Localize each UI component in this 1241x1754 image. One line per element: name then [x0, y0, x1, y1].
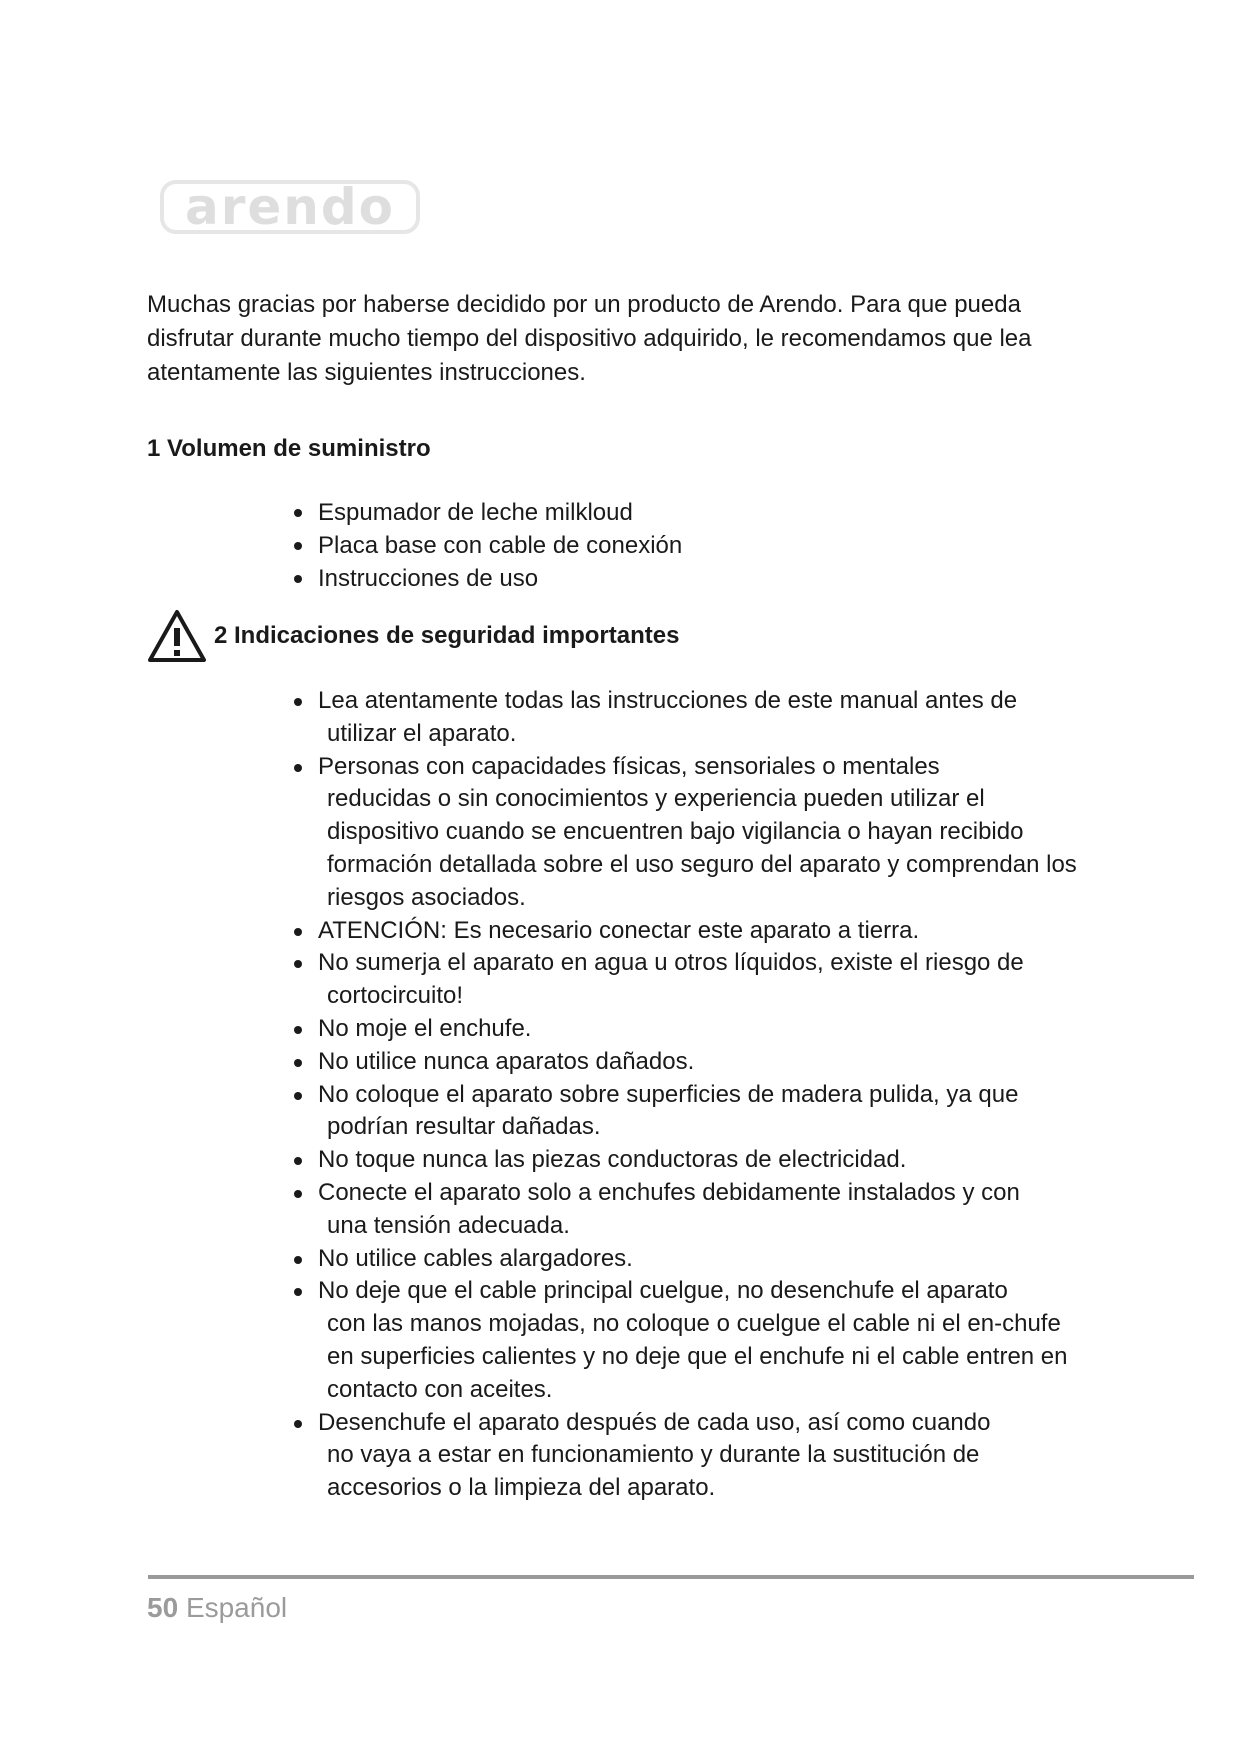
- warning-triangle-icon: [146, 608, 208, 664]
- footer-divider: [148, 1575, 1194, 1579]
- list-item: No coloque el aparato sobre superficies de madera pulida, ya que podrían resultar dañadas.: [290, 1079, 1080, 1145]
- brand-logo: [160, 178, 422, 238]
- list-item: No toque nunca las piezas conductoras de electricidad.: [290, 1144, 1080, 1177]
- list-item: No moje el enchufe.: [290, 1013, 1080, 1046]
- list-item: Lea atentamente todas las instrucciones de este manual antes de utilizar el aparato.: [290, 685, 1080, 751]
- section-heading-safety-row: [146, 606, 679, 666]
- safety-list: [290, 685, 1080, 1505]
- list-item: No utilice cables alargadores.: [290, 1243, 1080, 1276]
- list-item: No sumerja el aparato en agua u otros líquidos, existe el riesgo de cortocircuito!: [290, 947, 1080, 1013]
- page-footer: [147, 1590, 287, 1626]
- list-item: Desenchufe el aparato después de cada uso, así como cuando no vaya a estar en funcionamiento y durante la sustitución de accesorios o la limpieza del aparato.: [290, 1407, 1080, 1505]
- list-item: Espumador de leche milkloud: [290, 496, 1080, 529]
- list-item: ATENCIÓN: Es necesario conectar este aparato a tierra.: [290, 915, 1080, 948]
- section-heading-safety: 2 Indicaciones de seguridad importantes: [214, 622, 680, 649]
- list-item: Personas con capacidades físicas, sensoriales o mentales reducidas o sin conocimientos y experiencia pueden utilizar el dispositivo cuando se encuentren bajo vigilancia o hayan recibido formación detallada sobre el uso seguro del aparato y comprendan los riesgos asociados.: [290, 751, 1080, 915]
- list-item: Placa base con cable de conexión: [290, 529, 1080, 562]
- section-heading-supply: 1 Volumen de suministro: [147, 435, 431, 462]
- list-item: No deje que el cable principal cuelgue, no desenchufe el aparato con las manos mojadas, no coloque o cuelgue el cable ni el en-chufe en superficies calientes y no deje que el enchufe ni el cable entren en contacto con aceites.: [290, 1275, 1080, 1406]
- supply-list: [290, 496, 1080, 595]
- list-item: Conecte el aparato solo a enchufes debidamente instalados y con una tensión adecuada.: [290, 1177, 1080, 1243]
- svg-text:arendo: arendo: [184, 178, 396, 236]
- list-item: Instrucciones de uso: [290, 562, 1080, 595]
- intro-paragraph: Muchas gracias por haberse decidido por un producto de Arendo. Para que pueda disfrutar durante mucho tiempo del dispositivo adquirido, le recomendamos que lea atentamente las siguientes instrucciones.: [147, 291, 1032, 386]
- list-item: No utilice nunca aparatos dañados.: [290, 1046, 1080, 1079]
- page-number: 50: [147, 1592, 179, 1623]
- arendo-logo-mark: [160, 178, 422, 238]
- footer-language: Español: [185, 1592, 288, 1623]
